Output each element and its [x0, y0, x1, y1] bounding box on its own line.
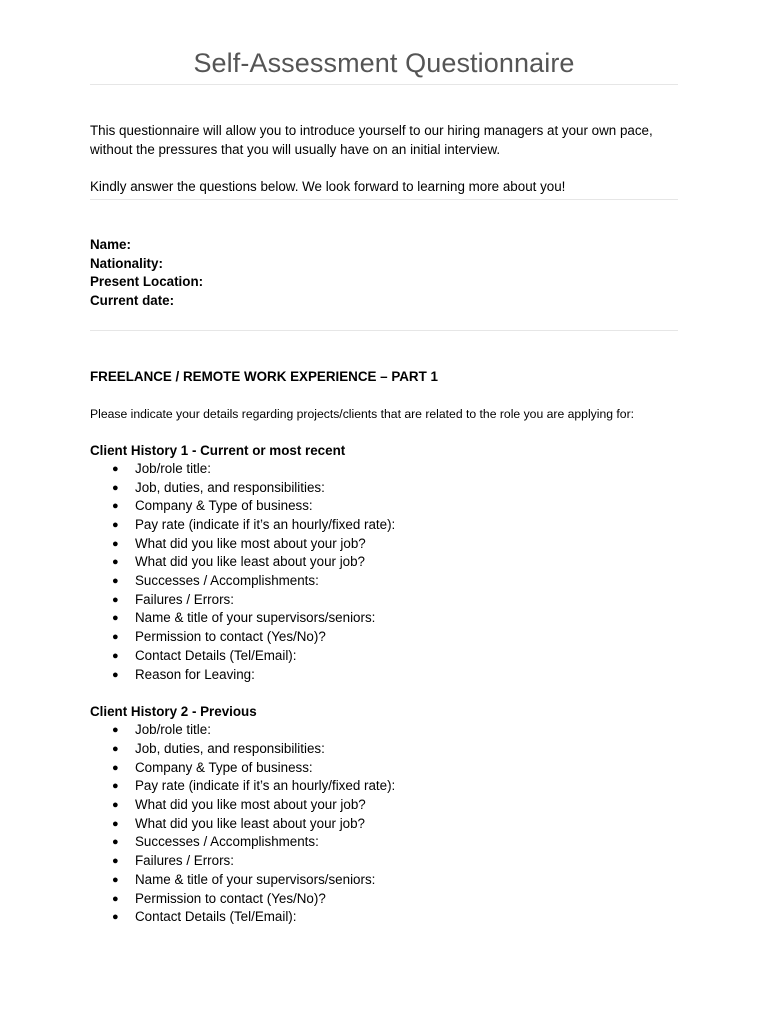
list-item-text: Job/role title: — [135, 460, 211, 476]
bullet-icon: ● — [112, 761, 119, 774]
intro-paragraph: This questionnaire will allow you to introduce yourself to our hiring managers at your own pace, without the pressures that you will usually have on an initial interview. — [90, 123, 653, 157]
bullet-icon: ● — [112, 481, 119, 494]
list-item — [90, 666, 678, 685]
field-name-label: Name: — [90, 237, 131, 252]
bullet-icon: ● — [112, 855, 119, 868]
list-item — [90, 721, 678, 740]
list-item — [90, 460, 678, 479]
bullet-icon: ● — [112, 631, 119, 644]
bullet-icon: ● — [112, 462, 119, 475]
list-item-text: Permission to contact (Yes/No)? — [135, 629, 326, 645]
section-intro: Please indicate your details regarding projects/clients that are related to the role you are applying for: — [90, 406, 635, 421]
list-item-text: Failures / Errors: — [135, 591, 234, 607]
document-title: Self-Assessment Questionnaire — [193, 48, 575, 78]
bullet-icon: ● — [112, 649, 119, 662]
bullet-icon: ● — [112, 799, 119, 812]
list-item-text: Job, duties, and responsibilities: — [135, 740, 325, 756]
title-divider — [90, 84, 678, 85]
bullet-icon: ● — [112, 836, 119, 849]
bullet-icon: ● — [112, 742, 119, 755]
list-item-text: Reason for Leaving: — [135, 666, 255, 682]
field-current-date-label: Current date: — [90, 293, 175, 309]
list-item — [90, 852, 678, 871]
bullet-icon: ● — [112, 518, 119, 531]
list-item-text: Company & Type of business: — [135, 759, 313, 775]
bullet-icon: ● — [112, 575, 119, 588]
list-item-text: What did you like most about your job? — [135, 797, 366, 813]
document-page — [90, 0, 678, 927]
applicant-fields — [90, 236, 678, 311]
list-item-text: What did you like most about your job? — [135, 535, 366, 551]
bullet-icon: ● — [112, 668, 119, 681]
section-heading: FREELANCE / REMOTE WORK EXPERIENCE – PART 1 — [90, 368, 438, 384]
list-item-text: Contact Details (Tel/Email): — [135, 647, 297, 663]
client-history-2-heading: Client History 2 - Previous — [90, 704, 257, 720]
list-item-text: What did you like least about your job? — [135, 554, 366, 570]
list-item — [90, 516, 678, 535]
list-item — [90, 777, 678, 796]
fields-divider — [90, 330, 678, 331]
bullet-icon: ● — [112, 724, 119, 737]
list-item-text: Contact Details (Tel/Email): — [135, 909, 297, 925]
client-history-2-list — [90, 721, 678, 927]
list-item — [90, 553, 678, 572]
list-item — [90, 759, 678, 778]
intro-section — [90, 122, 678, 196]
list-item — [90, 740, 678, 759]
list-item — [90, 908, 678, 927]
field-present-location-label: Present Location: — [90, 274, 204, 290]
bullet-icon: ● — [112, 556, 119, 569]
list-item-text: Company & Type of business: — [135, 498, 313, 514]
bullet-icon: ● — [112, 780, 119, 793]
bullet-icon: ● — [112, 873, 119, 886]
list-item-text: Job/role title: — [135, 722, 211, 738]
bullet-icon: ● — [112, 911, 119, 924]
list-item-text: Permission to contact (Yes/No)? — [135, 890, 326, 906]
list-item-text: Job, duties, and responsibilities: — [135, 479, 325, 495]
list-item — [90, 833, 678, 852]
bullet-icon: ● — [112, 892, 119, 905]
list-item-text: Successes / Accomplishments: — [135, 573, 319, 589]
bullet-icon: ● — [112, 500, 119, 513]
list-item — [90, 609, 678, 628]
list-item — [90, 572, 678, 591]
list-item-text: Failures / Errors: — [135, 853, 234, 869]
list-item — [90, 871, 678, 890]
list-item — [90, 815, 678, 834]
list-item-text: Name & title of your supervisors/seniors: — [135, 871, 376, 887]
list-item — [90, 479, 678, 498]
intro-paragraph: Kindly answer the questions below. We look forward to learning more about you! — [90, 178, 566, 194]
list-item — [90, 535, 678, 554]
list-item — [90, 497, 678, 516]
list-item-text: Name & title of your supervisors/seniors: — [135, 610, 376, 626]
list-item-text: What did you like least about your job? — [135, 815, 366, 831]
bullet-icon: ● — [112, 612, 119, 625]
list-item-text: Successes / Accomplishments: — [135, 834, 319, 850]
list-item-text: Pay rate (indicate if it’s an hourly/fixed rate): — [135, 778, 396, 794]
list-item — [90, 796, 678, 815]
client-history-1-heading: Client History 1 - Current or most recent — [90, 442, 346, 458]
bullet-icon: ● — [112, 817, 119, 830]
list-item — [90, 647, 678, 666]
bullet-icon: ● — [112, 537, 119, 550]
intro-divider — [90, 199, 678, 200]
list-item-text: Pay rate (indicate if it’s an hourly/fixed rate): — [135, 516, 396, 532]
client-history-1-list — [90, 460, 678, 684]
list-item — [90, 628, 678, 647]
bullet-icon: ● — [112, 593, 119, 606]
list-item — [90, 890, 678, 909]
list-item — [90, 591, 678, 610]
field-nationality-label: Nationality: — [90, 255, 163, 271]
